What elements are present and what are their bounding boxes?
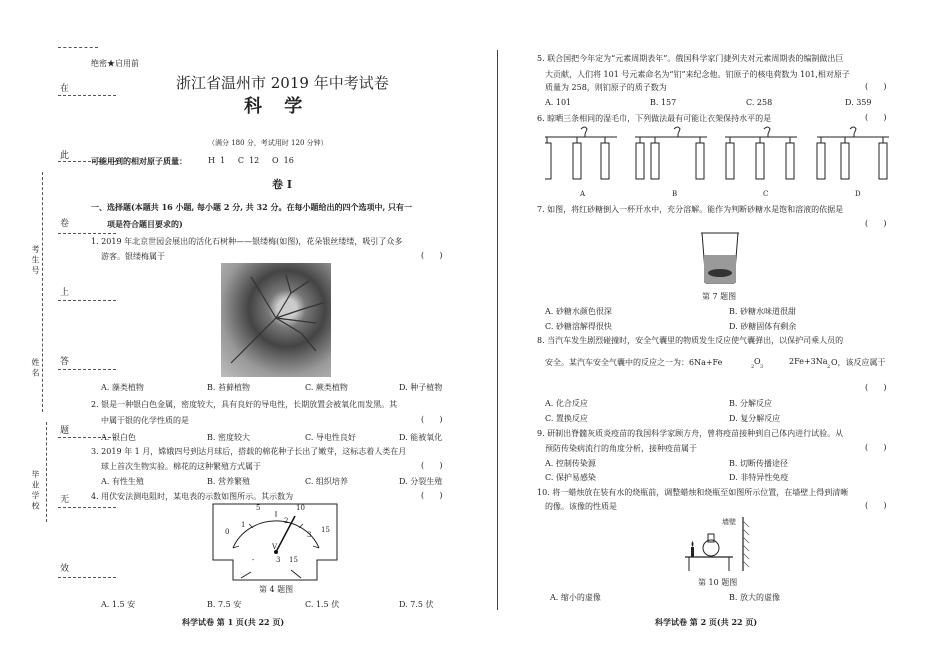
q8-sub: 2 — [827, 364, 831, 370]
page-divider — [497, 50, 498, 610]
meter-unit: V — [272, 543, 278, 551]
silver-plum-photo — [221, 263, 331, 377]
q9-option-b: B. 切断传播途径 — [729, 459, 788, 468]
q7-caption: 第 7 题图 — [702, 292, 737, 301]
margin-vertical-line — [46, 422, 47, 522]
q7-option-a: A. 砂糖水颜色很深 — [545, 307, 612, 316]
meter-terminal-minus: - — [252, 556, 255, 564]
q8-oxygen: O — [754, 357, 761, 366]
q4-caption: 第 4 题图 — [259, 585, 294, 594]
q8-equation-a: 安全。某汽车安全气囊中的反应之一为：6Na+Fe — [545, 358, 723, 367]
q8-equation-c: O，该反应属于 — [831, 358, 886, 367]
margin-char: 效 — [60, 564, 70, 574]
q2-stem-cont: 中属于银的化学性质的是 — [101, 416, 189, 425]
q10-option-a: A. 缩小的虚像 — [550, 593, 601, 602]
atomic-mass-values: H 1 C 12 O 16 — [208, 156, 294, 165]
q6-label-a: A — [580, 190, 586, 198]
name-label: 姓 名 — [31, 358, 40, 377]
q4-option-c: C. 1.5 伏 — [305, 600, 340, 609]
q3-option-b: B. 营养繁殖 — [207, 477, 250, 486]
q2-option-a: A. 银白色 — [101, 433, 136, 442]
answer-paren: ( ) — [865, 113, 887, 122]
margin-dash — [58, 507, 116, 508]
margin-dash — [58, 300, 116, 301]
secret-mark: 绝密★启用前 — [91, 59, 139, 68]
q3-option-d: D. 分裂生殖 — [399, 477, 443, 486]
score-info: （满分 180 分，考试用时 120 分钟） — [208, 139, 328, 147]
q7-stem: 7. 如图，将红砂糖倒入一杯开水中，充分溶解。能作为判断砂糖水是饱和溶液的依据是 — [537, 205, 844, 214]
q7-option-c: C. 砂糖溶解得很快 — [545, 322, 612, 331]
subject-title: 科 学 — [244, 96, 311, 117]
meter-terminal-15: 15 — [289, 556, 298, 564]
flower-illustration — [221, 263, 331, 377]
q6-stem: 6. 晾晒三条相同的湿毛巾，下列做法最有可能让衣架保持水平的是 — [537, 114, 772, 123]
q7-option-b: B. 砂糖水味道很甜 — [729, 307, 796, 316]
answer-paren: ( ) — [865, 219, 887, 228]
answer-paren: ( ) — [865, 501, 887, 510]
q4-option-b: B. 7.5 安 — [207, 600, 242, 609]
sugar-cup-figure — [698, 229, 742, 287]
q8-sub: 2 — [751, 364, 755, 370]
section1-heading-cont: 项是符合题目要求的) — [107, 219, 183, 229]
q2-option-b: B. 密度较大 — [207, 433, 250, 442]
q2-option-d: D. 能被氧化 — [399, 433, 443, 442]
margin-char: 无 — [60, 495, 70, 505]
section1-heading: 一、选择题(本题共 16 小题, 每小题 2 分, 共 32 分。在每小题给出的四个选项中, 只有一 — [91, 202, 413, 212]
atomic-mass-label: 可能用到的相对原子质量： — [91, 156, 187, 166]
margin-char: 题 — [60, 426, 70, 436]
q10-option-b: B. 放大的虚像 — [729, 593, 780, 602]
footer-left: 科学试卷 第 1 页(共 22 页) — [182, 617, 285, 627]
answer-paren: ( ) — [865, 443, 887, 452]
school-label: 毕 业 学 校 — [31, 470, 40, 510]
q5-option-b: B. 157 — [650, 98, 677, 107]
q5-stem: 5. 联合国把今年定为“元素周期表年”。俄国科学家门捷列夫对元素周期表的编制做出巨 — [537, 54, 844, 63]
exam-number-label: 考 生 号 — [31, 245, 40, 275]
answer-paren: ( ) — [421, 491, 443, 500]
q9-stem: 9. 研制出脊髓灰质炎疫苗的我国科学家顾方舟，曾将疫苗接种到自己体内进行试验。从 — [537, 429, 844, 438]
q6-label-b: B — [672, 190, 678, 198]
q10-stem-cont: 的像。该像的性质是 — [545, 502, 617, 511]
wall-label: 墙壁 — [722, 518, 736, 526]
q4-stem: 4. 用伏安法测电阻时，某电表的示数如图所示。其示数为 — [91, 492, 294, 501]
q8-option-b: B. 分解反应 — [729, 399, 772, 408]
answer-paren: ( ) — [865, 383, 887, 392]
q5-option-a: A. 101 — [545, 98, 572, 107]
q5-option-d: D. 359 — [845, 98, 872, 107]
q6-label-c: C — [763, 190, 769, 198]
q5-stem-cont2: 质量为 258，则钔原子的质子数为 — [545, 83, 667, 92]
q2-option-c: C. 导电性良好 — [305, 433, 356, 442]
q3-option-c: C. 组织培养 — [305, 477, 348, 486]
footer-right: 科学试卷 第 2 页(共 22 页) — [655, 617, 758, 627]
margin-vertical-line — [42, 172, 43, 412]
q8-sub: 3 — [760, 364, 764, 370]
answer-paren: ( ) — [865, 82, 887, 91]
q1-option-b: B. 苔藓植物 — [207, 383, 250, 392]
meter-tick-1: 1 — [241, 521, 246, 529]
margin-dash — [58, 47, 98, 48]
q9-option-d: D. 非特异性免疫 — [729, 473, 789, 482]
answer-paren: ( ) — [421, 415, 443, 424]
meter-tick-10: 10 — [296, 504, 305, 512]
q1-option-d: D. 种子植物 — [399, 383, 443, 392]
q1-option-a: A. 藻类植物 — [101, 383, 144, 392]
meter-tick-5: 5 — [256, 504, 261, 512]
q10-caption: 第 10 题图 — [698, 578, 738, 587]
meter-tick-15: 15 — [321, 526, 330, 534]
margin-char: 在 — [60, 84, 70, 94]
q2-stem: 2. 银是一种银白色金属，密度较大，具有良好的导电性，长期放置会被氧化而发黑。其 — [91, 400, 398, 409]
q8-equation-b: 2Fe+3Na — [789, 357, 828, 366]
q7-option-d: D. 砂糖固体有剩余 — [729, 322, 797, 331]
meter-tick-3: 3 — [307, 531, 312, 539]
q8-stem: 8. 当汽车发生剧烈碰撞时，安全气囊里的物质发生反应使气囊弹出，以保护司乘人员的 — [537, 336, 844, 345]
margin-dash — [58, 233, 116, 234]
margin-char: 卷 — [60, 219, 70, 229]
answer-paren: ( ) — [421, 461, 443, 470]
q3-stem-cont: 球上首次生物实验。棉花的这种繁殖方式属于 — [101, 462, 261, 471]
margin-char: 此 — [60, 151, 70, 161]
q9-option-c: C. 保护易感染 — [545, 473, 596, 482]
hangers-figure — [545, 123, 890, 187]
q1-option-c: C. 蕨类植物 — [305, 383, 348, 392]
margin-dash — [58, 369, 116, 370]
q10-stem: 10. 将一蜡烛放在装有水的烧瓶前，调整蜡烛和烧瓶至如图所示位置，在墙壁上得到清晰 — [537, 488, 849, 497]
q5-option-c: C. 258 — [746, 98, 773, 107]
q6-label-d: D — [855, 190, 861, 198]
meter-tick-2: 2 — [284, 517, 289, 525]
q3-option-a: A. 有性生殖 — [101, 477, 144, 486]
meter-terminal-3: 3 — [276, 556, 281, 564]
volume-title: 卷 I — [272, 178, 292, 191]
q1-stem-cont: 游客。银缕梅属于 — [101, 252, 165, 261]
margin-dash — [58, 577, 116, 578]
margin-dash — [58, 95, 116, 96]
q4-option-a: A. 1.5 安 — [101, 600, 136, 609]
q4-option-d: D. 7.5 伏 — [399, 600, 434, 609]
q9-option-a: A. 控制传染源 — [545, 459, 596, 468]
q9-stem-cont: 预防传染病流行的角度分析，接种疫苗属于 — [545, 444, 697, 453]
q8-option-c: C. 置换反应 — [545, 414, 588, 423]
candle-flask-figure — [683, 513, 757, 573]
margin-char: 答 — [60, 357, 70, 367]
exam-title: 浙江省温州市 2019 年中考试卷 — [176, 74, 389, 92]
q8-option-a: A. 化合反应 — [545, 399, 588, 408]
q5-stem-cont: 大贡献，人们将 101 号元素命名为“钔”来纪念他。钔原子的核电荷数为 101,相对原子 — [545, 70, 850, 79]
margin-char: 上 — [60, 288, 70, 298]
q3-stem: 3. 2019 年 1 月，嫦娥四号到达月球后，搭载的棉花种子长出了嫩芽，这标志着人类在月 — [91, 447, 407, 456]
meter-tick-0: 0 — [225, 528, 230, 536]
q8-option-d: D. 复分解反应 — [729, 414, 781, 423]
answer-paren: ( ) — [421, 251, 443, 260]
q1-stem: 1. 2019 年北京世园会展出的活化石树种——银缕梅(如图)，花朵银丝缕缕，吸引了众多 — [91, 237, 403, 246]
